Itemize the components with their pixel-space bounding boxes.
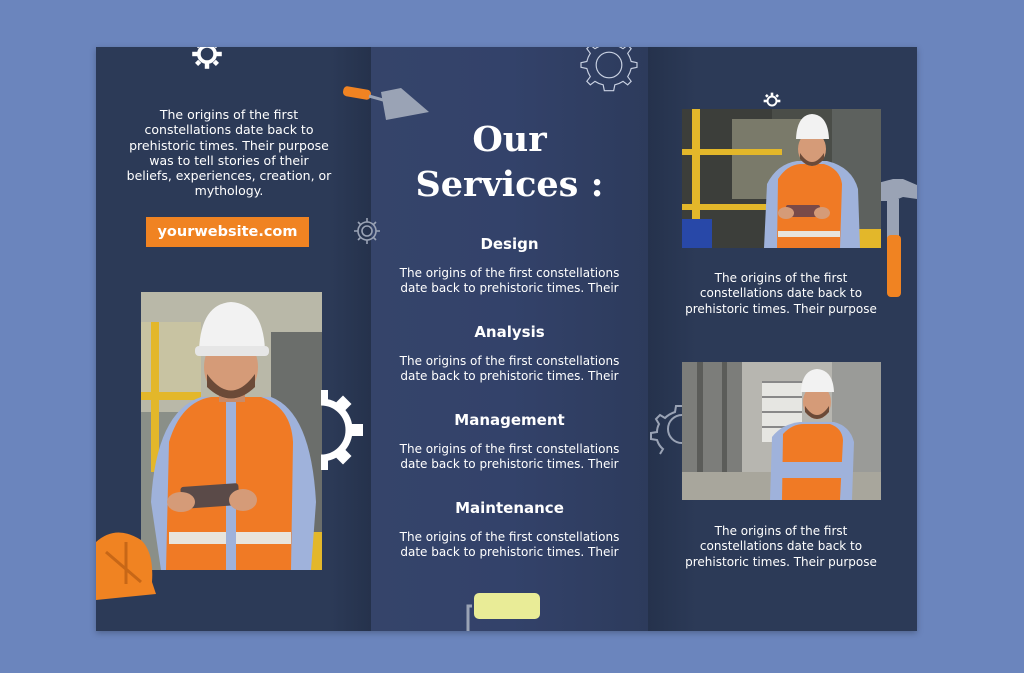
worker-photo-tablet: [141, 292, 322, 570]
title-line-2: Services :: [415, 164, 604, 205]
service-text: The origins of the first constellations date back to prehistoric times. Their: [399, 442, 620, 472]
middle-panel: [371, 47, 648, 631]
right-text-2: The origins of the first constellations date back to prehistoric times. Their purpose: [685, 524, 877, 569]
left-intro-text: The origins of the first constellations date back to prehistoric times. Their purpose was to tell stories of their beliefs, experiences, creation, or mythology.: [126, 107, 332, 199]
gear-icon: [321, 382, 371, 478]
gear-icon: [648, 402, 682, 456]
brochure: [96, 47, 917, 631]
gear-icon: [758, 92, 786, 110]
worker-photo-tablet-small: [682, 109, 881, 248]
service-heading: Analysis: [474, 323, 545, 341]
paint-roller-icon: [466, 590, 546, 631]
service-heading: Maintenance: [455, 499, 564, 517]
right-text-1: The origins of the first constellations date back to prehistoric times. Their purpose: [685, 271, 877, 316]
service-heading: Management: [454, 411, 565, 429]
service-text: The origins of the first constellations date back to prehistoric times. Their: [399, 530, 620, 560]
service-text: The origins of the first constellations date back to prehistoric times. Their: [399, 266, 620, 296]
hard-hat-icon: [96, 522, 156, 602]
title-line-1: Our: [472, 119, 547, 160]
website-button[interactable]: yourwebsite.com: [146, 217, 309, 247]
right-panel: [648, 47, 917, 631]
gear-icon: [184, 47, 230, 71]
worker-photo-crossed-arms: [682, 362, 881, 500]
service-text: The origins of the first constellations date back to prehistoric times. Their: [399, 354, 620, 384]
left-panel: [96, 47, 371, 631]
services-title: [371, 117, 648, 207]
service-heading: Design: [480, 235, 539, 253]
